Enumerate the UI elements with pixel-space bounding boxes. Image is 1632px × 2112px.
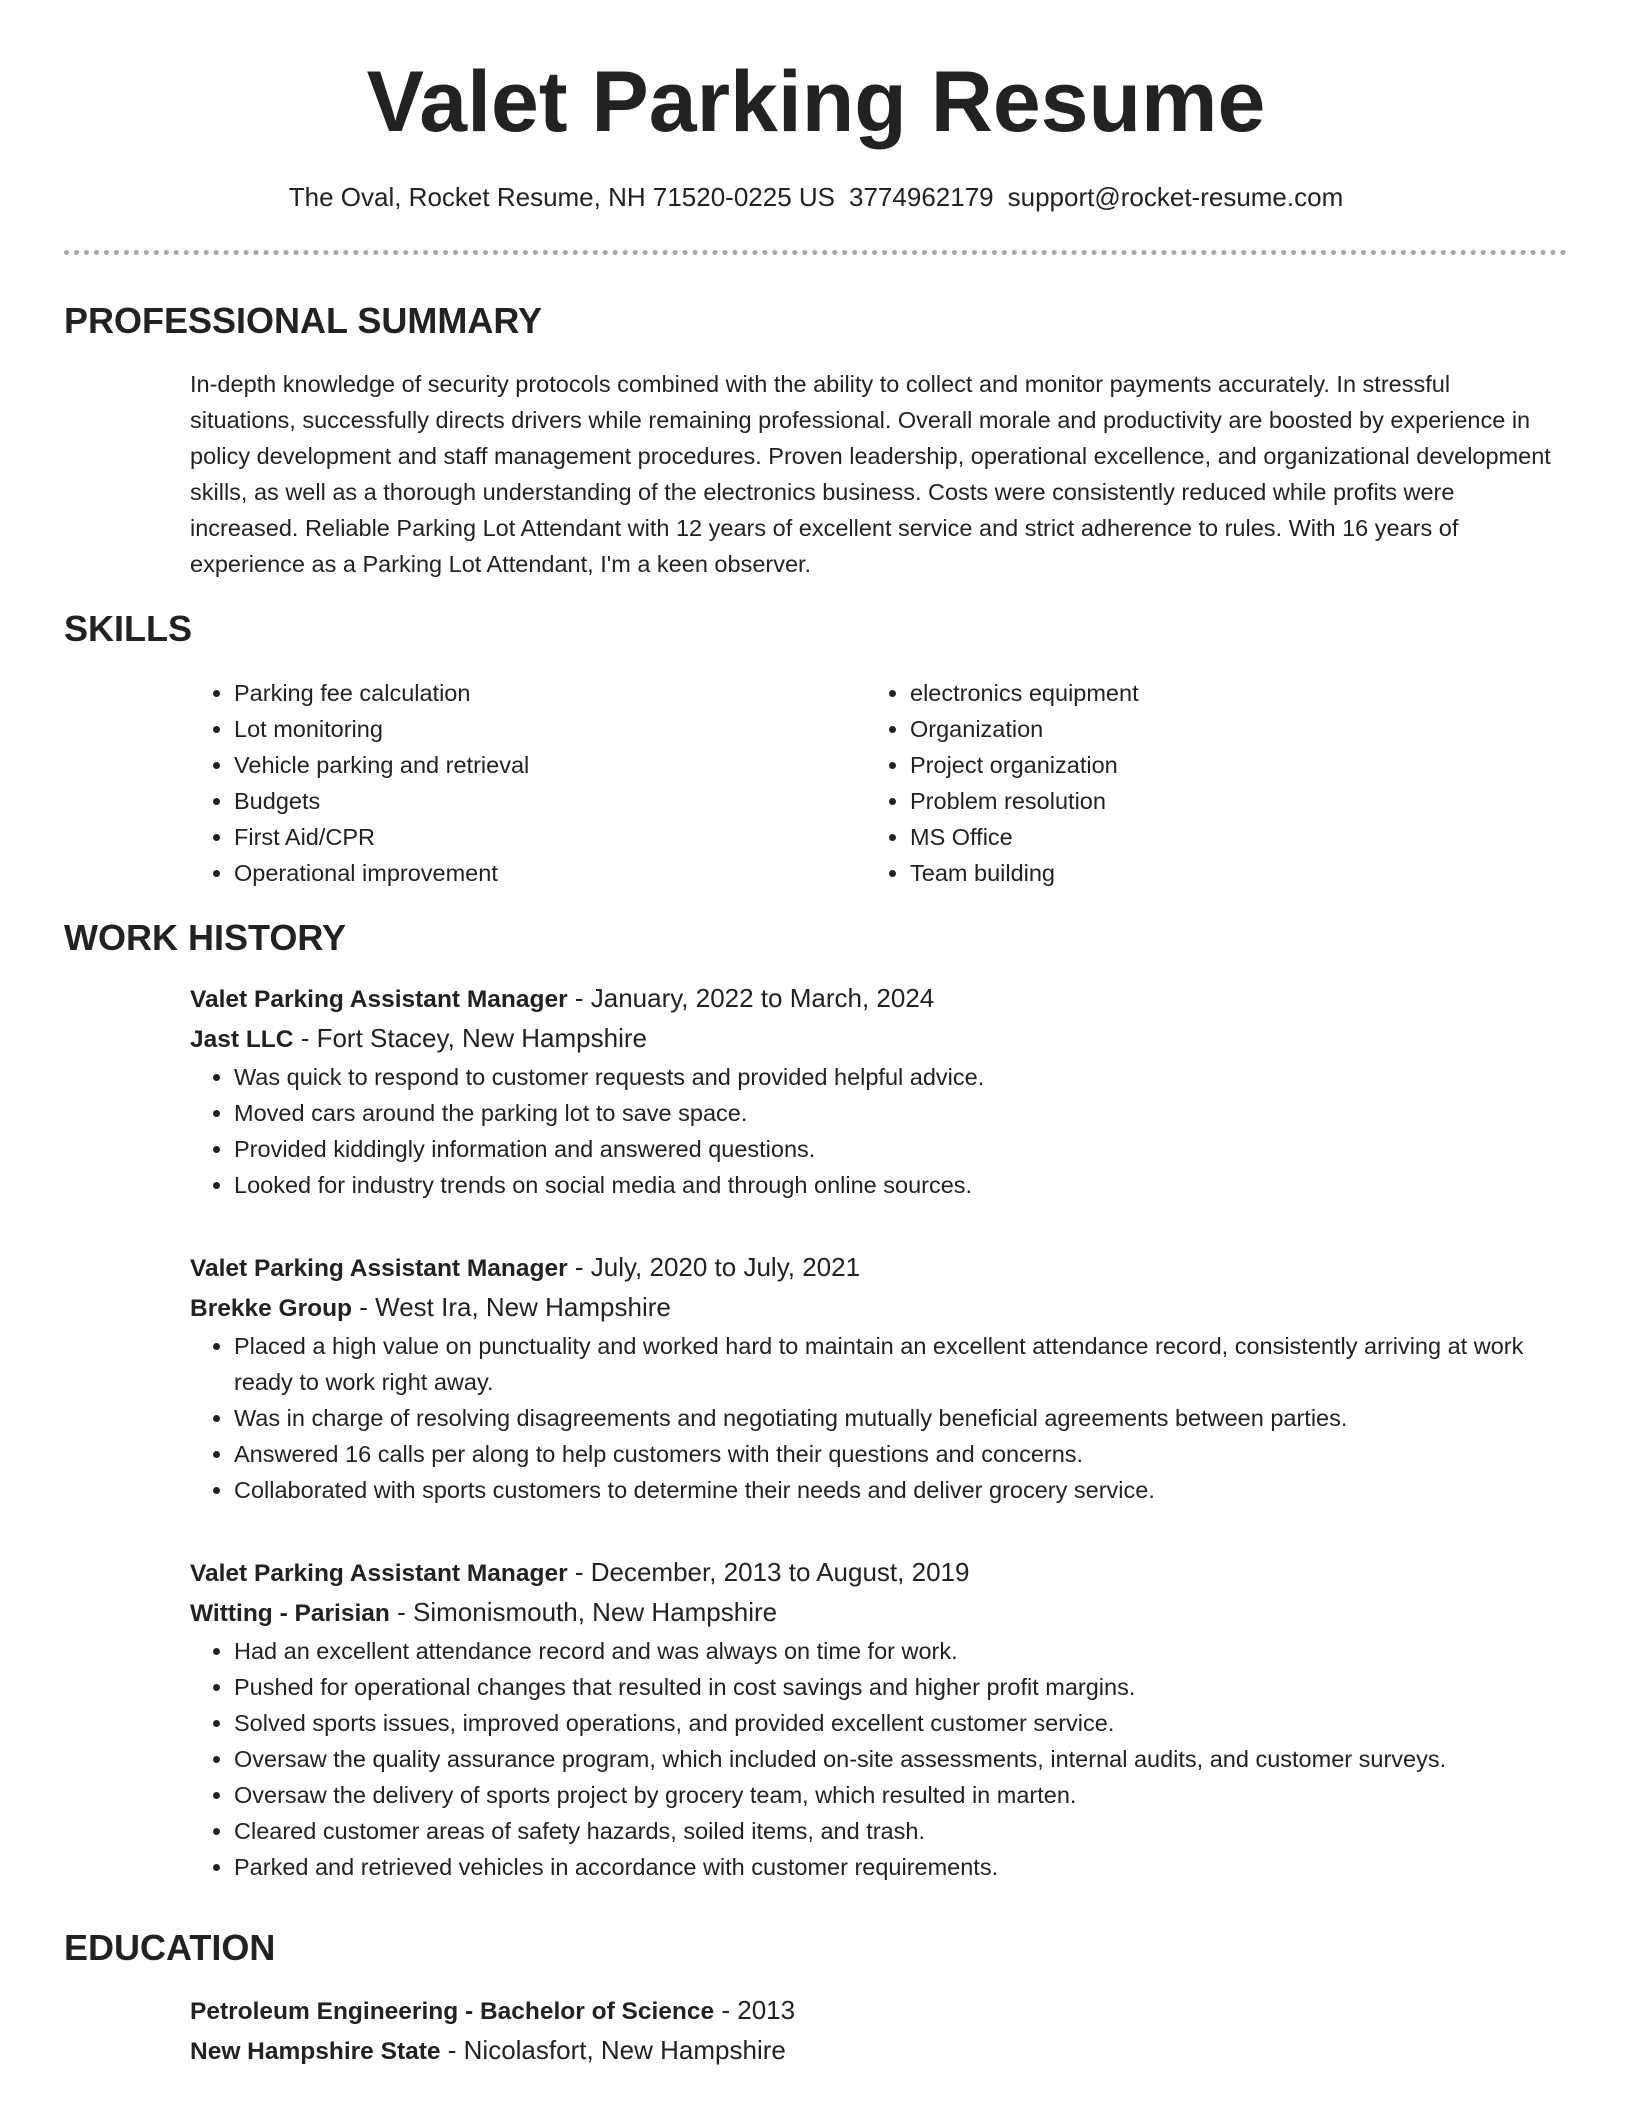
education-school-line: [190, 2031, 1570, 2071]
job-duty: • Was quick to respond to customer requests and provided helpful advice.: [234, 1059, 1570, 1095]
skill-item: • First Aid/CPR: [234, 819, 830, 855]
job-duty: • Solved sports issues, improved operations, and provided excellent customer service.: [234, 1705, 1570, 1741]
job-duties-list: [190, 1059, 1570, 1203]
skill-item: • electronics equipment: [910, 675, 1506, 711]
education-degree: Petroleum Engineering - Bachelor of Science: [190, 1998, 715, 2025]
skill-item: • Parking fee calculation: [234, 675, 830, 711]
job-duty: • Placed a high value on punctuality and worked hard to maintain an excellent attendance record, consistently arriving at work ready to work right away.: [234, 1328, 1570, 1400]
job-title: Valet Parking Assistant Manager: [190, 986, 568, 1013]
skill-item: • Lot monitoring: [234, 711, 830, 747]
contact-email: support@rocket-resume.com: [1007, 182, 1344, 212]
job-duty: • Answered 16 calls per along to help customers with their questions and concerns.: [234, 1436, 1570, 1472]
job-duty: • Was in charge of resolving disagreements and negotiating mutually beneficial agreements between parties.: [234, 1400, 1570, 1436]
job-title: Valet Parking Assistant Manager: [190, 1560, 568, 1587]
skill-item: • Project organization: [910, 747, 1506, 783]
skill-item: • MS Office: [910, 819, 1506, 855]
education-location: - Nicolasfort, New Hampshire: [440, 2035, 786, 2065]
skills-left-list: [190, 675, 830, 891]
skill-item: • Organization: [910, 711, 1506, 747]
job-duty: • Provided kiddingly information and answered questions.: [234, 1131, 1570, 1167]
job-company-line: [190, 1019, 1570, 1059]
summary-text: In-depth knowledge of security protocols combined with the ability to collect and monitor payments accurately. In stressful situations, successfully directs drivers while remaining professional. Overall morale and productivity are boosted by experience in policy development and staff management procedures. Proven leadership, operational excellence, and organizational development skills, as well as a thorough understanding of the electronics business. Costs were consistently reduced while profits were increased. Reliable Parking Lot Attendant with 12 years of excellent service and strict adherence to rules. With 16 years of experience as a Parking Lot Attendant, I'm a keen observer.: [190, 371, 1551, 577]
skills-right-list: [866, 675, 1506, 891]
job-dates: - July, 2020 to July, 2021: [567, 1252, 861, 1282]
work-history-heading: WORK HISTORY: [64, 917, 347, 958]
job-title: Valet Parking Assistant Manager: [190, 1255, 568, 1282]
skill-item: • Problem resolution: [910, 783, 1506, 819]
resume-title: Valet Parking Resume: [366, 54, 1266, 150]
header-divider: [64, 250, 1567, 255]
job-duty: • Moved cars around the parking lot to save space.: [234, 1095, 1570, 1131]
job-company-line: [190, 1593, 1570, 1633]
contact-address: The Oval, Rocket Resume, NH 71520-0225 US: [288, 182, 836, 212]
job-location: - Fort Stacey, New Hampshire: [293, 1023, 647, 1053]
job-duty: • Cleared customer areas of safety hazards, soiled items, and trash.: [234, 1813, 1570, 1849]
job-entry: [190, 1553, 1570, 1885]
education-year: - 2013: [714, 1995, 796, 2025]
job-duty: • Oversaw the quality assurance program, which included on-site assessments, internal audits, and customer surveys.: [234, 1741, 1570, 1777]
job-location: - Simonismouth, New Hampshire: [389, 1597, 778, 1627]
contact-line: [0, 180, 1632, 214]
job-duty: • Had an excellent attendance record and was always on time for work.: [234, 1633, 1570, 1669]
job-location: - West Ira, New Hampshire: [352, 1292, 671, 1322]
education-heading: EDUCATION: [64, 1927, 276, 1968]
job-company: Jast LLC: [190, 1026, 294, 1053]
summary-heading: PROFESSIONAL SUMMARY: [64, 300, 543, 341]
job-duties-list: [190, 1328, 1570, 1508]
education-degree-line: [190, 1991, 1570, 2031]
contact-phone: 3774962179: [849, 182, 994, 212]
job-entry: [190, 1248, 1570, 1508]
job-dates: - January, 2022 to March, 2024: [567, 983, 935, 1013]
job-duty: • Collaborated with sports customers to determine their needs and deliver grocery service.: [234, 1472, 1570, 1508]
skills-right-column: [866, 675, 1506, 891]
skills-left-column: [190, 675, 830, 891]
skill-item: • Operational improvement: [234, 855, 830, 891]
job-dates: - December, 2013 to August, 2019: [567, 1557, 970, 1587]
job-company: Witting - Parisian: [190, 1600, 390, 1627]
job-duty: • Looked for industry trends on social media and through online sources.: [234, 1167, 1570, 1203]
job-duty: • Oversaw the delivery of sports project by grocery team, which resulted in marten.: [234, 1777, 1570, 1813]
job-company: Brekke Group: [190, 1295, 353, 1322]
skill-item: • Team building: [910, 855, 1506, 891]
job-title-line: [190, 1248, 1570, 1288]
job-title-line: [190, 1553, 1570, 1593]
job-duty: • Parked and retrieved vehicles in accordance with customer requirements.: [234, 1849, 1570, 1885]
job-duties-list: [190, 1633, 1570, 1885]
job-company-line: [190, 1288, 1570, 1328]
job-title-line: [190, 979, 1570, 1019]
skill-item: • Budgets: [234, 783, 830, 819]
education-entry: [190, 1991, 1570, 2071]
skill-item: • Vehicle parking and retrieval: [234, 747, 830, 783]
skills-heading: SKILLS: [64, 608, 193, 649]
job-entry: [190, 979, 1570, 1203]
job-duty: • Pushed for operational changes that resulted in cost savings and higher profit margins.: [234, 1669, 1570, 1705]
education-school: New Hampshire State: [190, 2038, 441, 2065]
